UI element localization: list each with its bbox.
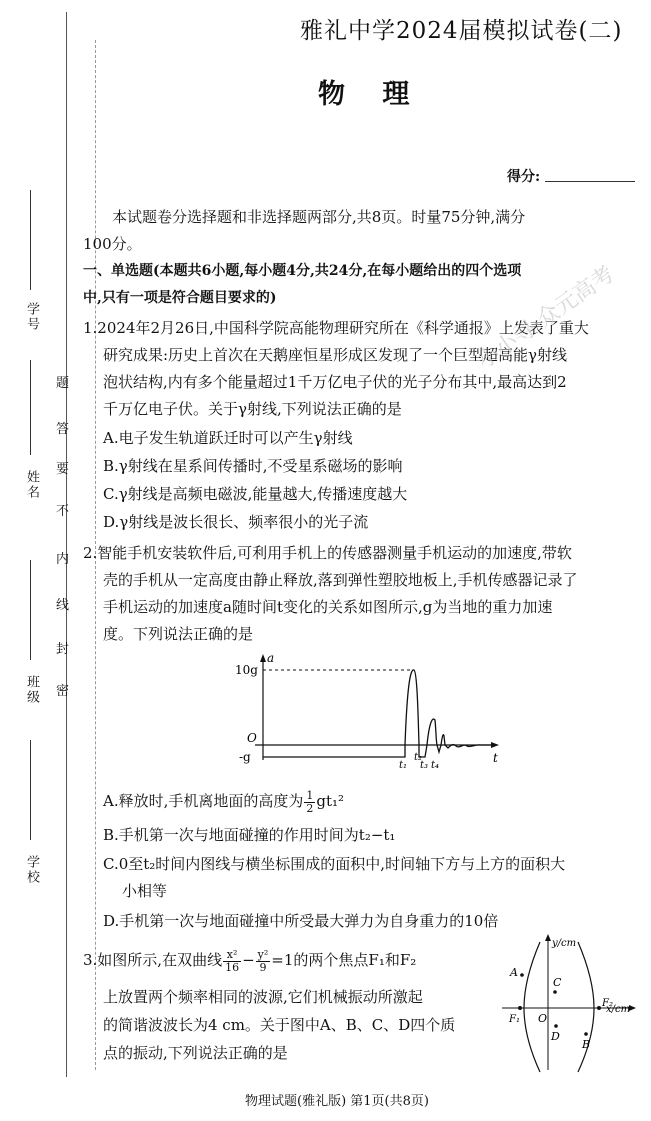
intro-line: 本试题卷分选择题和非选择题两部分,共8页。时量75分钟,满分 xyxy=(112,208,526,226)
graph-neg-g-label: -g xyxy=(239,750,251,764)
seal-char: 封 xyxy=(56,642,70,657)
graph-origin-label: O xyxy=(247,731,257,745)
fig-y-arrow xyxy=(545,934,551,941)
question-1-option-d[interactable]: D.γ射线是波长很长、频率很小的光子流 xyxy=(103,513,369,531)
fraction-half xyxy=(304,790,315,815)
binding-line xyxy=(66,12,67,1077)
fraction-denominator: 16 xyxy=(225,960,240,974)
question-2-option-a[interactable] xyxy=(103,788,344,815)
field-name-label: 姓名 xyxy=(24,470,39,500)
field-class-line xyxy=(30,560,31,660)
seal-char: 答 xyxy=(56,422,70,437)
seal-char: 线 xyxy=(56,598,70,613)
point-b xyxy=(584,1032,588,1036)
point-a xyxy=(520,973,524,977)
hyperbola-left-branch xyxy=(524,942,540,1072)
question-2-stem: 度。下列说法正确的是 xyxy=(103,625,254,643)
question-3-stem xyxy=(83,947,416,974)
graph-t1-label: t₁ xyxy=(399,760,408,771)
point-d xyxy=(554,1024,558,1028)
graph-t2-label: t₂ xyxy=(414,752,423,763)
graph-t4-label: t₄ xyxy=(431,760,440,771)
hyperbola-right-branch xyxy=(578,942,594,1072)
hyperbola-figure xyxy=(500,930,640,1075)
page-footer: 物理试题(雅礼版) 第1页(共8页) xyxy=(245,1094,429,1109)
question-1-option-c[interactable]: C.γ射线是高频电磁波,能量越大,传播速度越大 xyxy=(103,485,408,503)
question-1-stem: 泡状结构,内有多个能量超过1千万亿电子伏的光子分布其中,最高达到2 xyxy=(103,373,567,391)
section-heading: 中,只有一项是符合题目要求的) xyxy=(83,290,277,306)
question-1-option-b[interactable]: B.γ射线在星系间传播时,不受星系磁场的影响 xyxy=(103,457,403,475)
focus-f1-point xyxy=(518,1006,522,1010)
field-name-line xyxy=(30,360,31,455)
fig-c-label: C xyxy=(553,976,562,989)
field-student-id-line xyxy=(30,190,31,290)
seal-char: 要 xyxy=(56,462,70,477)
score-field[interactable] xyxy=(545,181,635,182)
fraction-numerator: 1 xyxy=(306,788,314,802)
question-3-stem: 上放置两个频率相同的波源,它们机械振动所激起 xyxy=(103,988,423,1006)
fraction-numerator: x² xyxy=(223,949,241,962)
section-heading: 一、单选题(本题共6小题,每小题4分,共24分,在每小题给出的四个选项 xyxy=(83,263,522,279)
field-student-id-label: 学号 xyxy=(24,302,39,332)
acceleration-time-graph xyxy=(225,650,515,775)
question-2-option-d[interactable]: D.手机第一次与地面碰撞中所受最大弹力为自身重力的10倍 xyxy=(103,912,499,930)
question-2-option-c-cont: 小相等 xyxy=(122,882,168,900)
question-1-option-a[interactable]: A.电子发生轨道跃迁时可以产生γ射线 xyxy=(103,429,353,447)
graph-x-arrow xyxy=(491,742,499,748)
graph-y-label: a xyxy=(267,651,275,665)
fraction-x2-16 xyxy=(223,949,241,974)
fig-f2-label: F₂ xyxy=(602,998,613,1009)
graph-x-label: t xyxy=(493,751,498,765)
focus-f2-point xyxy=(597,1006,601,1010)
question-3-stem: 点的振动,下列说法正确的是 xyxy=(103,1044,288,1062)
question-1-stem: 千万亿电子伏。关于γ射线,下列说法正确的是 xyxy=(103,400,402,418)
q3-suffix: =1的两个焦点F₁和F₂ xyxy=(271,951,417,969)
point-c xyxy=(553,990,557,994)
score-label: 得分: xyxy=(507,169,541,185)
fraction-y2-9 xyxy=(256,949,271,974)
exam-title: 雅礼中学2024届模拟试卷(二) xyxy=(300,18,623,44)
fraction-denominator: 9 xyxy=(259,960,267,974)
field-school-label: 学校 xyxy=(24,855,39,885)
fig-d-label: D xyxy=(551,1030,560,1043)
fig-a-label: A xyxy=(510,966,518,979)
graph-10g-label: 10g xyxy=(235,663,258,677)
field-class-label: 班级 xyxy=(24,675,39,705)
seal-char: 不 xyxy=(56,504,70,519)
graph-curve xyxy=(263,670,491,757)
seal-char: 内 xyxy=(56,552,70,567)
field-school-line xyxy=(30,740,31,840)
fig-y-label: y/cm xyxy=(552,938,577,949)
question-1-stem: 研究成果:历史上首次在天鹅座恒星形成区发现了一个巨型超高能γ射线 xyxy=(103,346,568,364)
q3-minus: − xyxy=(242,951,255,969)
seal-char: 密 xyxy=(56,684,70,699)
question-1-stem: 1.2024年2月26日,中国科学院高能物理研究所在《科学通报》上发表了重大 xyxy=(83,319,589,337)
watermark: 小小寻·众元高考 xyxy=(472,261,620,375)
seal-char: 题 xyxy=(56,376,70,391)
fraction-denominator: 2 xyxy=(306,801,314,815)
fig-origin-label: O xyxy=(538,1012,548,1025)
question-2-stem: 手机运动的加速度a随时间t变化的关系如图所示,g为当地的重力加速 xyxy=(103,598,553,616)
graph-y-arrow xyxy=(260,654,266,662)
question-3-stem: 的简谐波波长为4 cm。关于图中A、B、C、D四个质 xyxy=(103,1016,456,1034)
option-a-prefix: A.释放时,手机离地面的高度为 xyxy=(103,792,304,810)
fraction-numerator: y² xyxy=(257,947,269,961)
q3-prefix: 3.如图所示,在双曲线 xyxy=(83,951,223,969)
graph-t3-label: t₃ xyxy=(420,760,429,771)
fig-x-label: x/cm xyxy=(606,1004,631,1015)
question-2-option-c[interactable]: C.0至t₂时间内图线与横坐标围成的面积中,时间轴下方与上方的面积大 xyxy=(103,855,566,873)
fig-f1-label: F₁ xyxy=(509,1014,520,1025)
question-2-option-b[interactable]: B.手机第一次与地面碰撞的作用时间为t₂−t₁ xyxy=(103,826,396,844)
intro-line: 100分。 xyxy=(83,235,142,253)
fig-b-label: B xyxy=(582,1038,591,1051)
subject-title: 物 理 xyxy=(318,79,424,110)
question-2-stem: 壳的手机从一定高度由静止释放,落到弹性塑胶地板上,手机传感器记录了 xyxy=(103,571,578,589)
option-a-suffix: gt₁² xyxy=(316,792,345,810)
question-2-stem: 2.智能手机安装软件后,可利用手机上的传感器测量手机运动的加速度,带软 xyxy=(83,544,572,562)
